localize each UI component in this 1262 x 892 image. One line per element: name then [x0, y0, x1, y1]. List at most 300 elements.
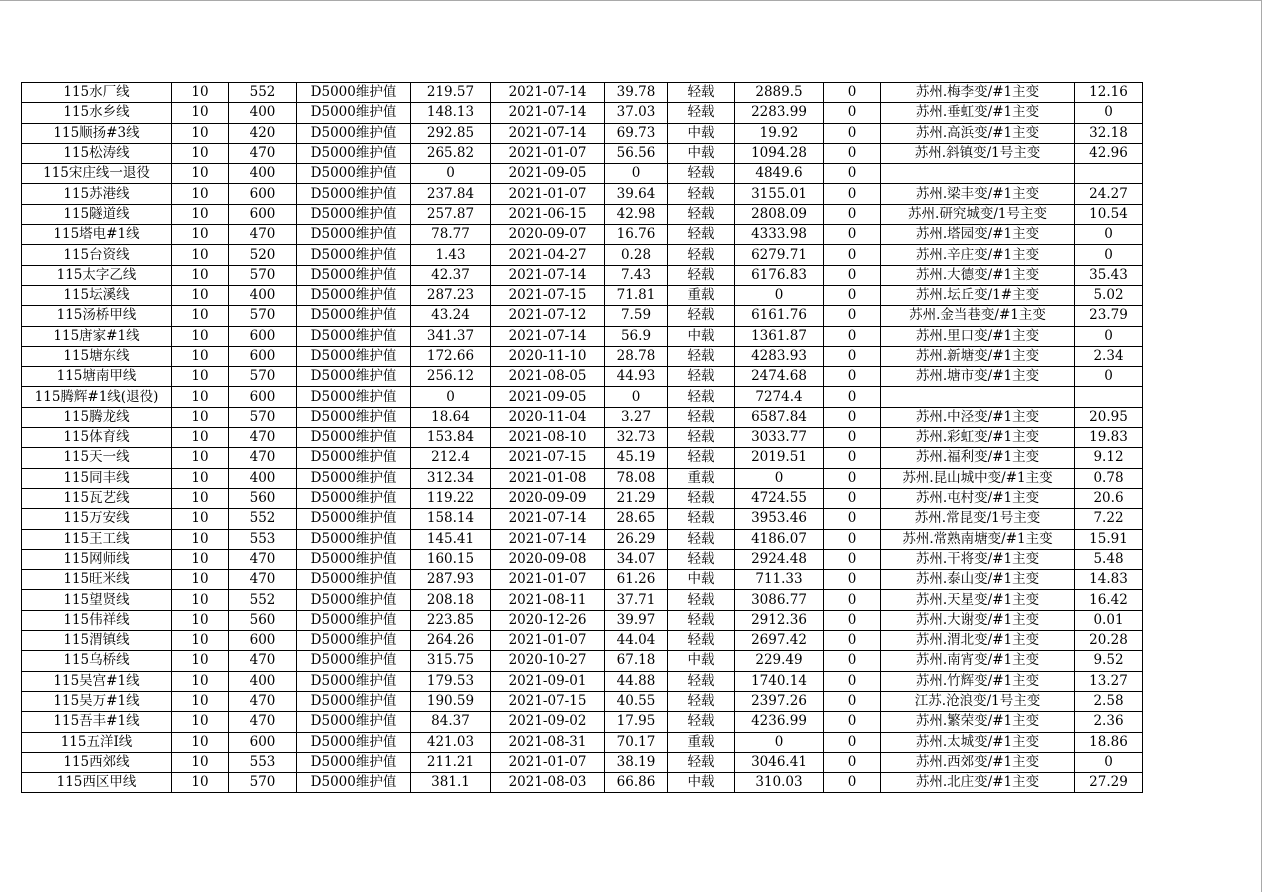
load-rate-cell: 69.73 — [605, 123, 668, 143]
rated-capacity-cell: 470 — [229, 712, 297, 732]
load-status-cell: 中载 — [668, 123, 735, 143]
zero-cell: 0 — [824, 570, 881, 590]
voltage-cell: 10 — [172, 123, 229, 143]
voltage-cell: 10 — [172, 732, 229, 752]
zero-cell: 0 — [824, 448, 881, 468]
voltage-cell: 10 — [172, 631, 229, 651]
date-cell: 2021-07-12 — [491, 306, 605, 326]
table-row — [22, 651, 1143, 671]
rated-capacity-cell: 553 — [229, 752, 297, 772]
available-capacity-cell: 2474.68 — [735, 367, 824, 387]
max-load-cell: 315.75 — [411, 651, 491, 671]
line-name-cell: 115台资线 — [22, 245, 172, 265]
rated-capacity-cell: 470 — [229, 143, 297, 163]
voltage-cell: 10 — [172, 326, 229, 346]
available-capacity-cell: 3953.46 — [735, 509, 824, 529]
table-row — [22, 83, 1143, 103]
zero-cell: 0 — [824, 752, 881, 772]
table-row — [22, 448, 1143, 468]
data-source-cell: D5000维护值 — [297, 123, 411, 143]
available-capacity-cell: 19.92 — [735, 123, 824, 143]
data-source-cell: D5000维护值 — [297, 367, 411, 387]
table-row — [22, 204, 1143, 224]
zero-cell: 0 — [824, 732, 881, 752]
voltage-cell: 10 — [172, 265, 229, 285]
substation-transformer-cell: 苏州.南宵变/#1主变 — [881, 651, 1075, 671]
data-source-cell: D5000维护值 — [297, 468, 411, 488]
rated-capacity-cell: 470 — [229, 448, 297, 468]
transformer-load-cell: 32.18 — [1075, 123, 1143, 143]
zero-cell: 0 — [824, 529, 881, 549]
date-cell: 2021-07-15 — [491, 691, 605, 711]
line-name-cell: 115顺扬#3线 — [22, 123, 172, 143]
transformer-load-cell: 0.78 — [1075, 468, 1143, 488]
substation-transformer-cell: 苏州.梅李变/#1主变 — [881, 83, 1075, 103]
table-row — [22, 712, 1143, 732]
zero-cell: 0 — [824, 549, 881, 569]
transformer-load-cell: 0.01 — [1075, 610, 1143, 630]
transformer-load-cell: 13.27 — [1075, 671, 1143, 691]
data-source-cell: D5000维护值 — [297, 590, 411, 610]
substation-transformer-cell: 江苏.沧浪变/1号主变 — [881, 691, 1075, 711]
date-cell: 2021-07-14 — [491, 265, 605, 285]
substation-transformer-cell: 苏州.斜镇变/1号主变 — [881, 143, 1075, 163]
load-status-cell: 轻载 — [668, 631, 735, 651]
available-capacity-cell: 4186.07 — [735, 529, 824, 549]
rated-capacity-cell: 470 — [229, 570, 297, 590]
data-source-cell: D5000维护值 — [297, 448, 411, 468]
substation-transformer-cell: 苏州.彩虹变/#1主变 — [881, 428, 1075, 448]
table-row — [22, 549, 1143, 569]
zero-cell: 0 — [824, 387, 881, 407]
rated-capacity-cell: 570 — [229, 773, 297, 793]
rated-capacity-cell: 400 — [229, 468, 297, 488]
transformer-load-cell: 15.91 — [1075, 529, 1143, 549]
substation-transformer-cell: 苏州.渭北变/#1主变 — [881, 631, 1075, 651]
rated-capacity-cell: 552 — [229, 83, 297, 103]
load-status-cell: 轻载 — [668, 549, 735, 569]
data-source-cell: D5000维护值 — [297, 204, 411, 224]
rated-capacity-cell: 600 — [229, 732, 297, 752]
voltage-cell: 10 — [172, 245, 229, 265]
load-status-cell: 轻载 — [668, 712, 735, 732]
max-load-cell: 223.85 — [411, 610, 491, 630]
zero-cell: 0 — [824, 691, 881, 711]
line-name-cell: 115宋庄线一退役 — [22, 164, 172, 184]
substation-transformer-cell: 苏州.大德变/#1主变 — [881, 265, 1075, 285]
date-cell: 2021-09-05 — [491, 164, 605, 184]
load-rate-cell: 37.03 — [605, 103, 668, 123]
table-row — [22, 773, 1143, 793]
substation-transformer-cell: 苏州.大谢变/#1主变 — [881, 610, 1075, 630]
rated-capacity-cell: 400 — [229, 285, 297, 305]
zero-cell: 0 — [824, 407, 881, 427]
table-row — [22, 164, 1143, 184]
table-row — [22, 184, 1143, 204]
voltage-cell: 10 — [172, 83, 229, 103]
data-source-cell: D5000维护值 — [297, 407, 411, 427]
voltage-cell: 10 — [172, 184, 229, 204]
voltage-cell: 10 — [172, 691, 229, 711]
zero-cell: 0 — [824, 712, 881, 732]
max-load-cell: 381.1 — [411, 773, 491, 793]
substation-transformer-cell — [881, 387, 1075, 407]
data-source-cell: D5000维护值 — [297, 306, 411, 326]
data-source-cell: D5000维护值 — [297, 529, 411, 549]
available-capacity-cell: 711.33 — [735, 570, 824, 590]
available-capacity-cell: 2283.99 — [735, 103, 824, 123]
voltage-cell: 10 — [172, 712, 229, 732]
available-capacity-cell: 2912.36 — [735, 610, 824, 630]
date-cell: 2021-08-31 — [491, 732, 605, 752]
data-source-cell: D5000维护值 — [297, 570, 411, 590]
load-status-cell: 中载 — [668, 651, 735, 671]
load-status-cell: 中载 — [668, 773, 735, 793]
table-row — [22, 265, 1143, 285]
max-load-cell: 1.43 — [411, 245, 491, 265]
table-row — [22, 143, 1143, 163]
zero-cell: 0 — [824, 245, 881, 265]
zero-cell: 0 — [824, 346, 881, 366]
data-source-cell: D5000维护值 — [297, 712, 411, 732]
line-name-cell: 115水乡线 — [22, 103, 172, 123]
rated-capacity-cell: 400 — [229, 103, 297, 123]
zero-cell: 0 — [824, 123, 881, 143]
transformer-load-cell: 20.28 — [1075, 631, 1143, 651]
rated-capacity-cell: 400 — [229, 671, 297, 691]
load-rate-cell: 40.55 — [605, 691, 668, 711]
load-status-cell: 轻载 — [668, 103, 735, 123]
line-name-cell: 115西郊线 — [22, 752, 172, 772]
line-name-cell: 115五洋I线 — [22, 732, 172, 752]
date-cell: 2020-12-26 — [491, 610, 605, 630]
transformer-load-cell: 0 — [1075, 367, 1143, 387]
voltage-cell: 10 — [172, 570, 229, 590]
max-load-cell: 287.93 — [411, 570, 491, 590]
available-capacity-cell: 2697.42 — [735, 631, 824, 651]
transformer-load-cell: 10.54 — [1075, 204, 1143, 224]
data-source-cell: D5000维护值 — [297, 509, 411, 529]
load-rate-cell: 37.71 — [605, 590, 668, 610]
load-status-cell: 轻载 — [668, 387, 735, 407]
data-source-cell: D5000维护值 — [297, 631, 411, 651]
load-status-cell: 轻载 — [668, 83, 735, 103]
load-status-cell: 轻载 — [668, 488, 735, 508]
load-status-cell: 轻载 — [668, 367, 735, 387]
data-source-cell: D5000维护值 — [297, 610, 411, 630]
transformer-load-cell: 7.22 — [1075, 509, 1143, 529]
available-capacity-cell: 1740.14 — [735, 671, 824, 691]
load-status-cell: 重载 — [668, 468, 735, 488]
date-cell: 2021-01-08 — [491, 468, 605, 488]
rated-capacity-cell: 400 — [229, 164, 297, 184]
rated-capacity-cell: 570 — [229, 265, 297, 285]
data-source-cell: D5000维护值 — [297, 143, 411, 163]
line-name-cell: 115太字乙线 — [22, 265, 172, 285]
line-name-cell: 115松涛线 — [22, 143, 172, 163]
max-load-cell: 0 — [411, 164, 491, 184]
voltage-cell: 10 — [172, 549, 229, 569]
transformer-load-cell: 20.6 — [1075, 488, 1143, 508]
zero-cell: 0 — [824, 164, 881, 184]
transformer-load-cell: 14.83 — [1075, 570, 1143, 590]
available-capacity-cell: 1094.28 — [735, 143, 824, 163]
date-cell: 2020-09-09 — [491, 488, 605, 508]
available-capacity-cell: 2924.48 — [735, 549, 824, 569]
available-capacity-cell: 6161.76 — [735, 306, 824, 326]
substation-transformer-cell: 苏州.北庄变/#1主变 — [881, 773, 1075, 793]
line-name-cell: 115旺米线 — [22, 570, 172, 590]
max-load-cell: 158.14 — [411, 509, 491, 529]
rated-capacity-cell: 552 — [229, 509, 297, 529]
max-load-cell: 219.57 — [411, 83, 491, 103]
date-cell: 2021-07-14 — [491, 123, 605, 143]
load-rate-cell: 71.81 — [605, 285, 668, 305]
date-cell: 2021-08-10 — [491, 428, 605, 448]
load-status-cell: 中载 — [668, 143, 735, 163]
table-row — [22, 306, 1143, 326]
date-cell: 2021-07-14 — [491, 83, 605, 103]
substation-transformer-cell: 苏州.里口变/#1主变 — [881, 326, 1075, 346]
line-load-table — [21, 82, 1143, 793]
table-body — [22, 83, 1143, 793]
rated-capacity-cell: 553 — [229, 529, 297, 549]
data-source-cell: D5000维护值 — [297, 164, 411, 184]
date-cell: 2021-01-07 — [491, 570, 605, 590]
date-cell: 2020-09-07 — [491, 225, 605, 245]
line-name-cell: 115苏港线 — [22, 184, 172, 204]
available-capacity-cell: 310.03 — [735, 773, 824, 793]
available-capacity-cell: 4283.93 — [735, 346, 824, 366]
load-status-cell: 中载 — [668, 326, 735, 346]
substation-transformer-cell: 苏州.干将变/#1主变 — [881, 549, 1075, 569]
load-status-cell: 轻载 — [668, 752, 735, 772]
max-load-cell: 190.59 — [411, 691, 491, 711]
max-load-cell: 18.64 — [411, 407, 491, 427]
rated-capacity-cell: 600 — [229, 204, 297, 224]
available-capacity-cell: 2808.09 — [735, 204, 824, 224]
available-capacity-cell: 3033.77 — [735, 428, 824, 448]
voltage-cell: 10 — [172, 387, 229, 407]
line-name-cell: 115网师线 — [22, 549, 172, 569]
data-source-cell: D5000维护值 — [297, 225, 411, 245]
transformer-load-cell: 2.34 — [1075, 346, 1143, 366]
rated-capacity-cell: 570 — [229, 367, 297, 387]
line-name-cell: 115塘南甲线 — [22, 367, 172, 387]
data-source-cell: D5000维护值 — [297, 83, 411, 103]
max-load-cell: 84.37 — [411, 712, 491, 732]
max-load-cell: 208.18 — [411, 590, 491, 610]
load-status-cell: 中载 — [668, 570, 735, 590]
line-name-cell: 115伟祥线 — [22, 610, 172, 630]
available-capacity-cell: 0 — [735, 285, 824, 305]
transformer-load-cell: 19.83 — [1075, 428, 1143, 448]
data-source-cell: D5000维护值 — [297, 285, 411, 305]
load-rate-cell: 66.86 — [605, 773, 668, 793]
available-capacity-cell: 0 — [735, 468, 824, 488]
available-capacity-cell: 2019.51 — [735, 448, 824, 468]
line-name-cell: 115渭镇线 — [22, 631, 172, 651]
max-load-cell: 237.84 — [411, 184, 491, 204]
transformer-load-cell: 24.27 — [1075, 184, 1143, 204]
load-rate-cell: 56.56 — [605, 143, 668, 163]
table-row — [22, 285, 1143, 305]
load-status-cell: 轻载 — [668, 265, 735, 285]
date-cell: 2021-07-14 — [491, 326, 605, 346]
substation-transformer-cell: 苏州.梁丰变/#1主变 — [881, 184, 1075, 204]
data-source-cell: D5000维护值 — [297, 488, 411, 508]
rated-capacity-cell: 570 — [229, 306, 297, 326]
load-rate-cell: 38.19 — [605, 752, 668, 772]
date-cell: 2020-09-08 — [491, 549, 605, 569]
table-row — [22, 428, 1143, 448]
load-rate-cell: 42.98 — [605, 204, 668, 224]
load-rate-cell: 44.88 — [605, 671, 668, 691]
table-row — [22, 245, 1143, 265]
max-load-cell: 212.4 — [411, 448, 491, 468]
data-source-cell: D5000维护值 — [297, 245, 411, 265]
table-row — [22, 529, 1143, 549]
substation-transformer-cell: 苏州.金当巷变/#1主变 — [881, 306, 1075, 326]
max-load-cell: 148.13 — [411, 103, 491, 123]
transformer-load-cell: 0 — [1075, 326, 1143, 346]
date-cell: 2021-06-15 — [491, 204, 605, 224]
line-name-cell: 115同丰线 — [22, 468, 172, 488]
table-row — [22, 752, 1143, 772]
table-row — [22, 570, 1143, 590]
table-row — [22, 326, 1143, 346]
date-cell: 2021-08-03 — [491, 773, 605, 793]
max-load-cell: 172.66 — [411, 346, 491, 366]
voltage-cell: 10 — [172, 103, 229, 123]
page-border-top — [0, 0, 1262, 1]
table-row — [22, 610, 1143, 630]
table-row — [22, 691, 1143, 711]
zero-cell: 0 — [824, 265, 881, 285]
table-row — [22, 509, 1143, 529]
available-capacity-cell: 0 — [735, 732, 824, 752]
max-load-cell: 287.23 — [411, 285, 491, 305]
voltage-cell: 10 — [172, 306, 229, 326]
line-name-cell: 115望贤线 — [22, 590, 172, 610]
available-capacity-cell: 4236.99 — [735, 712, 824, 732]
voltage-cell: 10 — [172, 428, 229, 448]
zero-cell: 0 — [824, 428, 881, 448]
zero-cell: 0 — [824, 184, 881, 204]
voltage-cell: 10 — [172, 225, 229, 245]
rated-capacity-cell: 470 — [229, 225, 297, 245]
rated-capacity-cell: 560 — [229, 610, 297, 630]
substation-transformer-cell: 苏州.昆山城中变/#1主变 — [881, 468, 1075, 488]
max-load-cell: 257.87 — [411, 204, 491, 224]
zero-cell: 0 — [824, 651, 881, 671]
voltage-cell: 10 — [172, 164, 229, 184]
voltage-cell: 10 — [172, 773, 229, 793]
load-rate-cell: 61.26 — [605, 570, 668, 590]
substation-transformer-cell: 苏州.坛丘变/1#主变 — [881, 285, 1075, 305]
load-rate-cell: 0.28 — [605, 245, 668, 265]
line-name-cell: 115汤桥甲线 — [22, 306, 172, 326]
substation-transformer-cell: 苏州.垂虹变/#1主变 — [881, 103, 1075, 123]
max-load-cell: 160.15 — [411, 549, 491, 569]
line-name-cell: 115吾丰#1线 — [22, 712, 172, 732]
load-status-cell: 轻载 — [668, 407, 735, 427]
zero-cell: 0 — [824, 143, 881, 163]
available-capacity-cell: 4849.6 — [735, 164, 824, 184]
available-capacity-cell: 2397.26 — [735, 691, 824, 711]
voltage-cell: 10 — [172, 407, 229, 427]
data-source-cell: D5000维护值 — [297, 651, 411, 671]
load-rate-cell: 0 — [605, 164, 668, 184]
data-source-cell: D5000维护值 — [297, 691, 411, 711]
substation-transformer-cell: 苏州.研究城变/1号主变 — [881, 204, 1075, 224]
load-rate-cell: 3.27 — [605, 407, 668, 427]
transformer-load-cell: 23.79 — [1075, 306, 1143, 326]
substation-transformer-cell: 苏州.福利变/#1主变 — [881, 448, 1075, 468]
substation-transformer-cell: 苏州.西郊变/#1主变 — [881, 752, 1075, 772]
load-status-cell: 轻载 — [668, 671, 735, 691]
available-capacity-cell: 6279.71 — [735, 245, 824, 265]
max-load-cell: 119.22 — [411, 488, 491, 508]
date-cell: 2021-07-15 — [491, 448, 605, 468]
load-status-cell: 轻载 — [668, 245, 735, 265]
date-cell: 2021-09-02 — [491, 712, 605, 732]
substation-transformer-cell: 苏州.竹辉变/#1主变 — [881, 671, 1075, 691]
data-source-cell: D5000维护值 — [297, 752, 411, 772]
date-cell: 2021-07-14 — [491, 529, 605, 549]
zero-cell: 0 — [824, 590, 881, 610]
available-capacity-cell: 4724.55 — [735, 488, 824, 508]
table-row — [22, 631, 1143, 651]
voltage-cell: 10 — [172, 509, 229, 529]
zero-cell: 0 — [824, 773, 881, 793]
data-source-cell: D5000维护值 — [297, 732, 411, 752]
load-rate-cell: 44.04 — [605, 631, 668, 651]
substation-transformer-cell: 苏州.太城变/#1主变 — [881, 732, 1075, 752]
transformer-load-cell — [1075, 387, 1143, 407]
data-source-cell: D5000维护值 — [297, 387, 411, 407]
max-load-cell: 256.12 — [411, 367, 491, 387]
transformer-load-cell: 27.29 — [1075, 773, 1143, 793]
substation-transformer-cell: 苏州.中泾变/#1主变 — [881, 407, 1075, 427]
zero-cell: 0 — [824, 306, 881, 326]
voltage-cell: 10 — [172, 143, 229, 163]
zero-cell: 0 — [824, 610, 881, 630]
date-cell: 2021-01-07 — [491, 143, 605, 163]
available-capacity-cell: 1361.87 — [735, 326, 824, 346]
substation-transformer-cell: 苏州.繁荣变/#1主变 — [881, 712, 1075, 732]
transformer-load-cell: 2.36 — [1075, 712, 1143, 732]
transformer-load-cell: 35.43 — [1075, 265, 1143, 285]
table-row — [22, 590, 1143, 610]
substation-transformer-cell: 苏州.辛庄变/#1主变 — [881, 245, 1075, 265]
load-rate-cell: 7.43 — [605, 265, 668, 285]
rated-capacity-cell: 560 — [229, 488, 297, 508]
rated-capacity-cell: 552 — [229, 590, 297, 610]
rated-capacity-cell: 470 — [229, 691, 297, 711]
date-cell: 2020-10-27 — [491, 651, 605, 671]
zero-cell: 0 — [824, 204, 881, 224]
available-capacity-cell: 7274.4 — [735, 387, 824, 407]
line-name-cell: 115万安线 — [22, 509, 172, 529]
substation-transformer-cell: 苏州.常昆变/1号主变 — [881, 509, 1075, 529]
transformer-load-cell: 12.16 — [1075, 83, 1143, 103]
max-load-cell: 292.85 — [411, 123, 491, 143]
voltage-cell: 10 — [172, 346, 229, 366]
max-load-cell: 0 — [411, 387, 491, 407]
line-name-cell: 115吴宫#1线 — [22, 671, 172, 691]
date-cell: 2021-09-01 — [491, 671, 605, 691]
